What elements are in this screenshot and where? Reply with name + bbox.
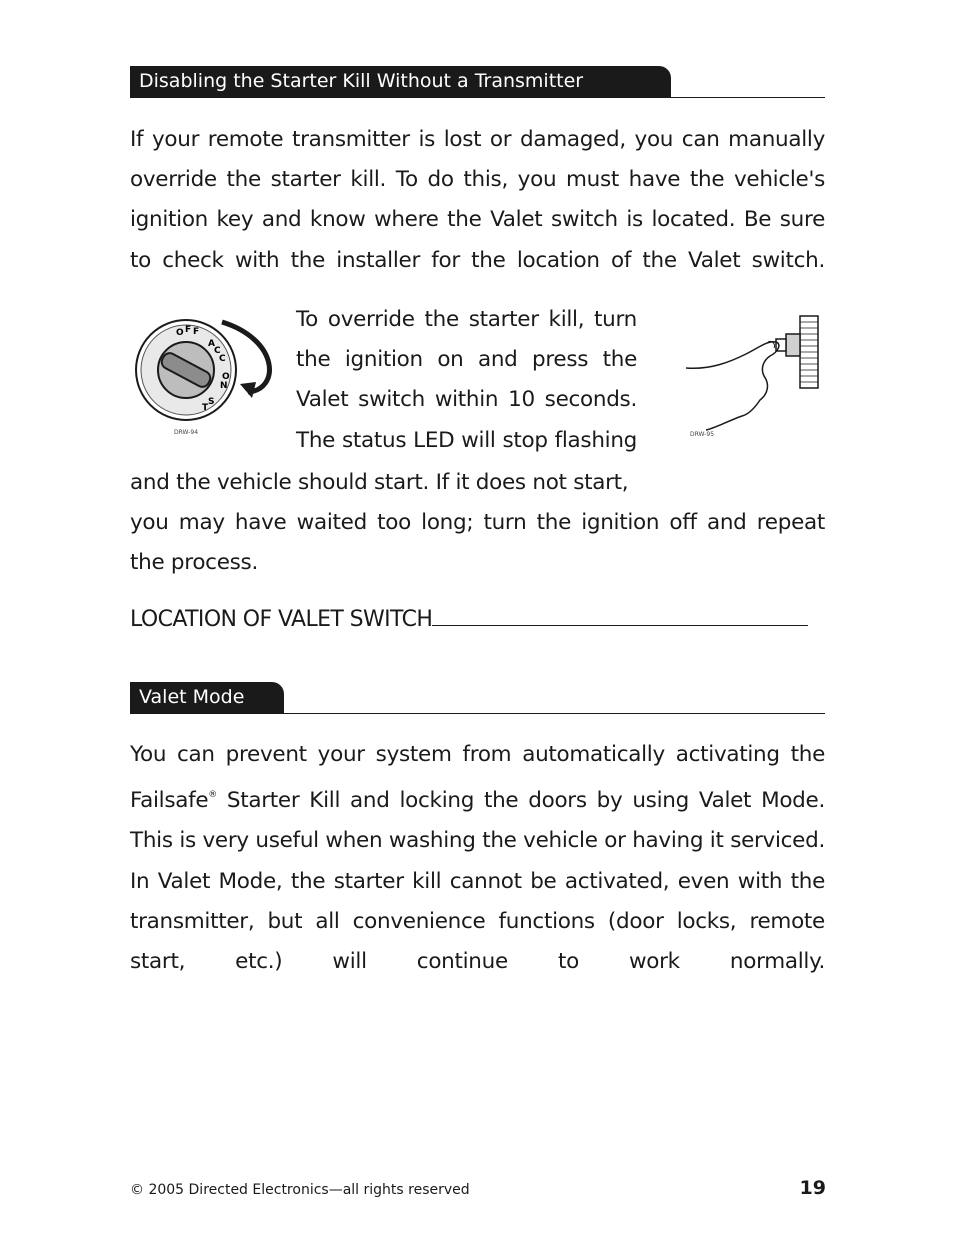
- ignition-label-acc-c2: C: [219, 354, 226, 364]
- ignition-figure-code: DRW-94: [174, 429, 199, 436]
- ignition-label-off-f2: F: [193, 327, 200, 337]
- registered-mark: ®: [208, 790, 217, 801]
- ignition-label-on-n: N: [220, 381, 228, 391]
- valet-location-field: [130, 607, 808, 632]
- valet-mode-text-1: You can prevent your system from automatically activating the Failsafe: [130, 742, 825, 814]
- ignition-label-acc-c1: C: [214, 346, 221, 356]
- valet-figure-code: DRW-95: [690, 431, 715, 438]
- ignition-label-acc-a: A: [208, 339, 215, 349]
- ignition-label-off-f1: F: [185, 325, 192, 335]
- valet-mode-paragraph: [130, 735, 825, 982]
- section-title-valet-mode: Valet Mode: [130, 682, 284, 713]
- override-line-2: the ignition on and press the: [296, 347, 637, 373]
- override-text-block: [296, 300, 637, 461]
- page-number: 19: [799, 1177, 826, 1199]
- valet-location-label: LOCATION OF VALET SWITCH: [130, 607, 433, 632]
- override-line-4: The status LED will stop flashing: [296, 427, 637, 453]
- ignition-label-off-o: O: [176, 328, 184, 338]
- section-title: Disabling the Starter Kill Without a Transmitter: [130, 66, 671, 97]
- ignition-label-st-t: T: [202, 403, 209, 413]
- override-line-1: To override the starter kill, turn: [296, 307, 637, 332]
- ignition-label-st-s: S: [208, 397, 215, 407]
- override-continuation: you may have waited too long; turn the ignition off and repeat the process.: [130, 510, 825, 576]
- section-header-disabling: [130, 66, 825, 98]
- intro-paragraph: If your remote transmitter is lost or damaged, you can manually override the starter kill. To do this, you must have the vehicle's ignition key and know where the Valet switch is located. Be sure to check with the installer for the location of the Valet switch.: [130, 127, 825, 273]
- valet-switch-press-icon: [680, 310, 830, 440]
- valet-mode-text-2: Starter Kill and locking the doors by using Valet Mode. This is very useful when washing the vehicle or having it serviced. In Valet Mode, the starter kill cannot be activated, even with the transmitter, but all convenience functions (door locks, remote start, etc.) will continue to work normally.: [130, 788, 825, 975]
- override-line-wide: and the vehicle should start. If it does not start,: [130, 470, 629, 495]
- ignition-switch-icon: [130, 310, 280, 440]
- section-header-valet-mode: [130, 682, 825, 714]
- override-line-3: Valet switch within 10 seconds.: [296, 387, 637, 413]
- valet-location-blank-line: [432, 623, 808, 626]
- ignition-label-on-o: O: [222, 372, 230, 382]
- footer-copyright: © 2005 Directed Electronics—all rights reserved: [130, 1182, 470, 1198]
